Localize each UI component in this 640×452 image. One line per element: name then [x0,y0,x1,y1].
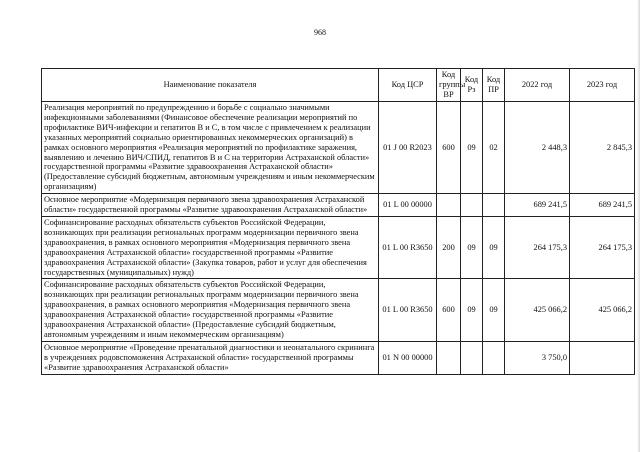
row-2023 [570,341,635,374]
row-2022: 3 750,0 [505,341,570,374]
table-header-row [42,69,635,102]
header-pr: Код ПР [483,69,505,102]
row-rz: 09 [461,279,483,341]
row-rz [461,194,483,217]
table-row [42,279,635,341]
row-2022: 689 241,5 [505,194,570,217]
table-row [42,194,635,217]
budget-table [41,68,635,375]
row-csr: 01 L 00 00000 [379,194,437,217]
page-number: 968 [314,28,326,37]
row-2023: 425 066,2 [570,279,635,341]
row-2022: 425 066,2 [505,279,570,341]
row-name: Софинансирование расходных обязательств субъектов Российской Федерации, возникающих при реализации региональных программ модернизации первичного звена здравоохранения, в рамках основного мероприятия «Модернизация первичного звена здравоохранения Астраханской области» государственной программы «Развитие здравоохранения Астраханской области» (Закупка товаров, работ и услуг для обеспечения государственных (муниципальных) нужд) [42,216,379,278]
row-2023: 2 845,3 [570,102,635,194]
row-vr: 600 [437,279,461,341]
row-pr [483,194,505,217]
table-row [42,102,635,194]
row-rz [461,341,483,374]
row-csr: 01 L 00 R3650 [379,279,437,341]
row-vr: 600 [437,102,461,194]
row-name: Софинансирование расходных обязательств субъектов Российской Федерации, возникающих при реализации региональных программ модернизации первичного звена здравоохранения, в рамках основного мероприятия «Модернизация первичного звена здравоохранения Астраханской области» государственной программы «Развитие здравоохранения Астраханской области» (Предоставление субсидий бюджетным, автономным учреждениям и иным некоммерческим организациям) [42,279,379,341]
row-csr: 01 N 00 00000 [379,341,437,374]
header-2022: 2022 год [505,69,570,102]
row-csr: 01 L 00 R3650 [379,216,437,278]
row-csr: 01 J 00 R2023 [379,102,437,194]
row-vr [437,341,461,374]
header-csr: Код ЦСР [379,69,437,102]
row-vr [437,194,461,217]
header-rz: Код Рз [461,69,483,102]
row-pr [483,341,505,374]
row-pr: 02 [483,102,505,194]
row-pr: 09 [483,216,505,278]
row-name: Основное мероприятие «Модернизация первичного звена здравоохранения Астраханской области» государственной программы «Развитие здравоохранения Астраханской области» [42,194,379,217]
row-rz: 09 [461,102,483,194]
header-2023: 2023 год [570,69,635,102]
row-2023: 689 241,5 [570,194,635,217]
header-name: Наименование показателя [42,69,379,102]
row-vr: 200 [437,216,461,278]
row-2022: 2 448,3 [505,102,570,194]
table-row [42,216,635,278]
header-vr: Код группы ВР [437,69,461,102]
row-2023: 264 175,3 [570,216,635,278]
row-name: Реализация мероприятий по предупреждению и борьбе с социально значимыми инфекционными заболеваниями (Финансовое обеспечение реализации мероприятий по профилактике ВИЧ-инфекции и гепатитов В и С, в том числе с привлечением к реализации указанных мероприятий социально ориентированных некоммерческих организаций) в рамках основного мероприятия «Реализация мероприятий по профилактике заражения, выявлению и лечению ВИЧ/СПИД, гепатитов В и С на территории Астраханской области» государственной программы «Развитие здравоохранения Астраханской области» (Предоставление субсидий бюджетным, автономным учреждениям и иным некоммерческим организациям) [42,102,379,194]
row-pr: 09 [483,279,505,341]
table-row [42,341,635,374]
row-rz: 09 [461,216,483,278]
row-name: Основное мероприятие «Проведение пренатальной диагностики и неонатального скрининга в учреждениях родовспоможения Астраханской области» государственной программы «Развитие здравоохранения Астраханской области» [42,341,379,374]
row-2022: 264 175,3 [505,216,570,278]
